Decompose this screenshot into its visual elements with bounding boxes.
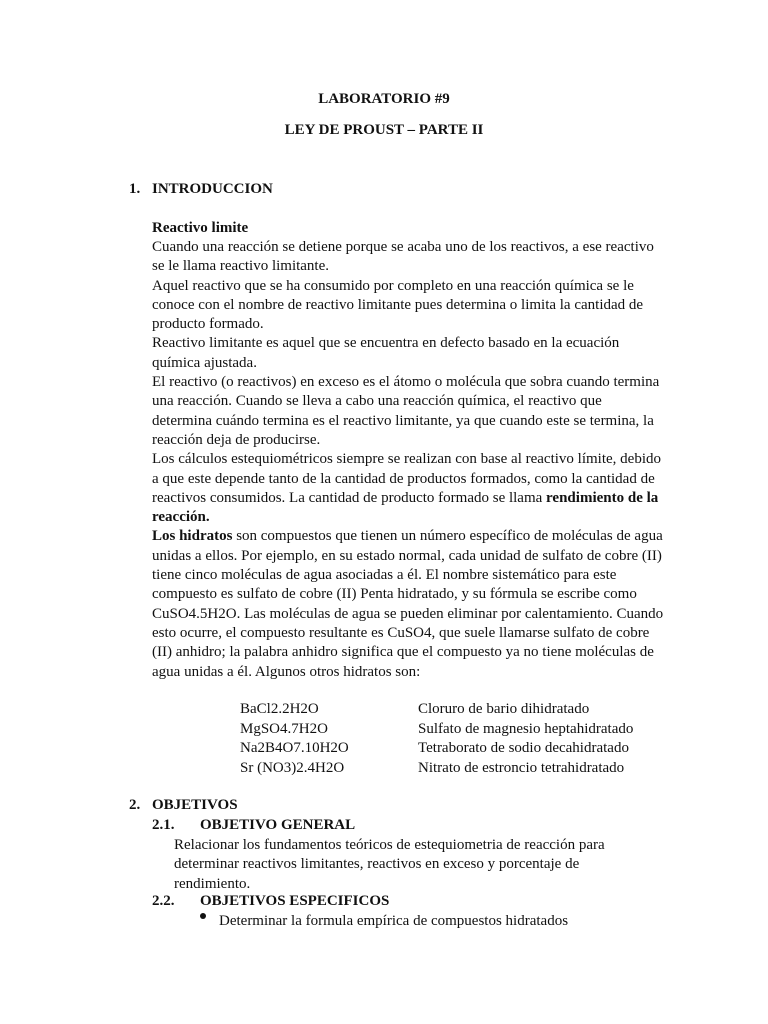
- hydrate-formula: MgSO4.7H2O: [240, 720, 328, 737]
- section-1-title: INTRODUCCION: [152, 181, 273, 197]
- hydrate-name: Tetraborato de sodio decahidratado: [418, 740, 629, 757]
- bullet-icon: [200, 913, 206, 919]
- intro-paragraph-6: [152, 527, 664, 681]
- section-2-number: 2.: [129, 797, 141, 813]
- document-title: LABORATORIO #9: [318, 91, 450, 107]
- subsection-2-2-title: OBJETIVOS ESPECIFICOS: [200, 893, 390, 909]
- intro-paragraph-3: Reactivo limitante es aquel que se encuentra en defecto basado en la ecuación química ajustada.: [152, 335, 620, 371]
- subsection-2-1-title: OBJETIVO GENERAL: [200, 817, 356, 833]
- introduction-body: [152, 238, 664, 682]
- reactivo-limite-heading: Reactivo limite: [152, 220, 249, 236]
- intro-paragraph-4: El reactivo (o reactivos) en exceso es el átomo o molécula que sobra cuando termina una reacción. Cuando se lleva a cabo una reacción química, el reactivo que determina cuándo termina es el reactivo limitante, ya que cuando este se termina, la reacción deja de producirse.: [152, 374, 660, 448]
- intro-paragraph-1: Cuando una reacción se detiene porque se acaba uno de los reactivos, a ese reactivo se le llama reactivo limitante.: [152, 239, 654, 275]
- objetivo-especifico-1: Determinar la formula empírica de compuestos hidratados: [219, 913, 569, 929]
- table-row: [240, 700, 660, 720]
- intro-paragraph-5: [152, 450, 664, 527]
- table-row: [240, 720, 660, 740]
- table-row: [240, 759, 660, 779]
- hydrate-name: Sulfato de magnesio heptahidratado: [418, 720, 634, 737]
- document-subtitle: LEY DE PROUST – PARTE II: [284, 122, 484, 138]
- subsection-2-1-number: 2.1.: [152, 817, 175, 833]
- hydrate-formula: Sr (NO3)2.4H2O: [240, 759, 345, 776]
- objetivo-general-text: Relacionar los fundamentos teóricos de estequiometria de reacción para determinar reactivos limitantes, reactivos en exceso y porcentaje de rendimiento.: [174, 837, 605, 892]
- hydrate-name: Nitrato de estroncio tetrahidratado: [418, 759, 625, 776]
- hydrate-name: Cloruro de bario dihidratado: [418, 701, 590, 717]
- hydrates-table: [240, 700, 660, 778]
- intro-paragraph-2: Aquel reactivo que se ha consumido por completo en una reacción química se le conoce con el nombre de reactivo limitante pues determina o limita la cantidad de producto formado.: [152, 277, 644, 333]
- hydrate-formula: Na2B4O7.10H2O: [240, 740, 349, 757]
- intro-paragraph-6-text: son compuestos que tienen un número específico de moléculas de agua unidas a ellos. Por ejemplo, en su estado normal, cada unidad de sulfato de cobre (II) tiene cinco moléculas de agua asociadas a él. El nombre sistemático para este compuesto es sulfato de cobre (II) Penta hidratado, y su fórmula se escribe como CuSO4.5H2O. Las moléculas de agua se pueden eliminar por calentamiento. Cuando esto ocurre, el compuesto resultante es CuSO4, que suele llamarse sulfato de cobre (II) anhidro; la palabra anhidro significa que el compuesto ya no tiene moléculas de agua unidas a él. Algunos otros hidratos son:: [152, 528, 664, 680]
- table-row: [240, 739, 660, 759]
- section-1-number: 1.: [129, 181, 141, 197]
- intro-paragraph-5-text: Los cálculos estequiométricos siempre se realizan con base al reactivo límite, debido a que este depende tanto de la cantidad de productos formados, como la cantidad de reactivos consumidos. La cantidad de producto formado se llama: [152, 451, 661, 506]
- hidratos-term: Los hidratos: [152, 528, 233, 545]
- rendimiento-term: rendimiento de la reacción.: [152, 489, 659, 526]
- hydrate-formula: BaCl2.2H2O: [240, 701, 319, 717]
- subsection-2-2-number: 2.2.: [152, 893, 175, 909]
- section-2-title: OBJETIVOS: [152, 797, 238, 813]
